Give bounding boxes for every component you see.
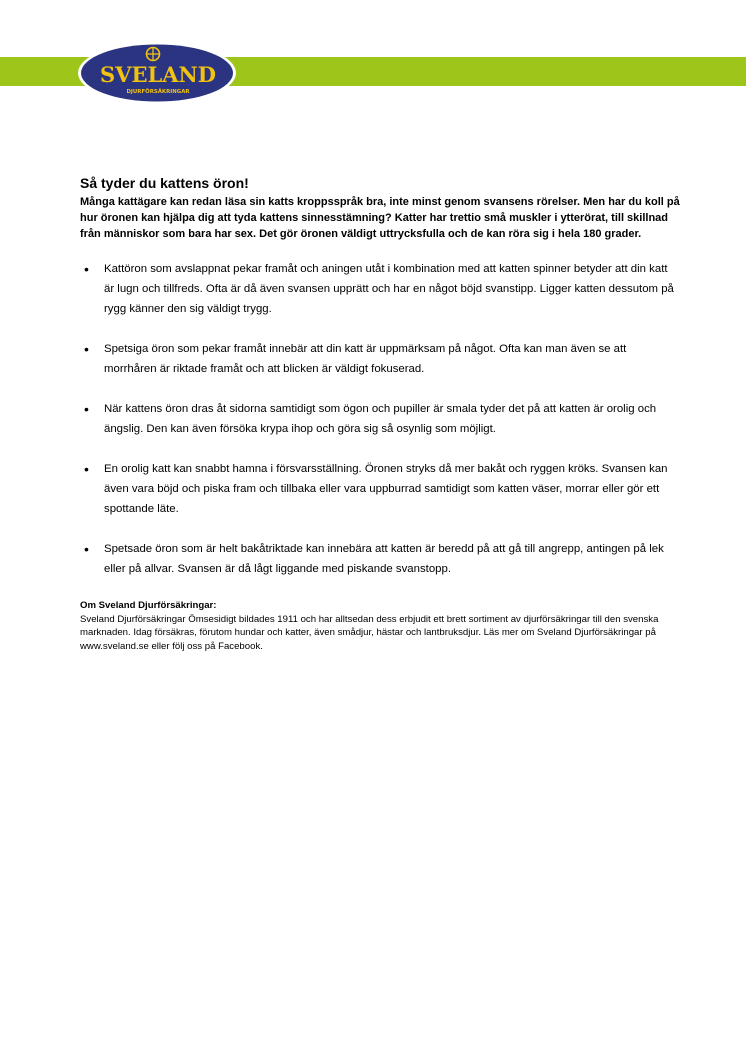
ear-signals-list [80,259,680,579]
sveland-logo [76,40,238,106]
list-item: • Kattöron som avslappnat pekar framåt och aningen utåt i kombination med att katten spinner betyder att din katt är lugn och tillfreds. Ofta är då även svansen upprätt och har en något böjd svanstipp. Ligger katten dessutom på rygg känner den sig väldigt trygg. [80,259,680,319]
list-item: • En orolig katt kan snabbt hamna i försvarsställning. Öronen stryks då mer bakåt och ryggen kröks. Svansen kan även vara böjd och piska fram och tillbaka eller vara uppburrad samtidigt som katten väser, morrar eller gör ett spottande läte. [80,459,680,519]
article-intro: Många kattägare kan redan läsa sin katts kroppsspråk bra, inte minst genom svansens rörelser. Men har du koll på hur öronen kan hjälpa dig att tyda kattens sinnesstämning? Katter har trettio små muskler i ytterörat, till skillnad från människor som bara har sex. Det gör öronen väldigt uttrycksfulla och de kan röra sig i hela 180 grader. [80,196,680,240]
document-body [80,175,680,653]
list-item: • Spetsiga öron som pekar framåt innebär att din katt är uppmärksam på något. Ofta kan man även se att morrhåren är riktade framåt och att blicken är väldigt fokuserad. [80,339,680,379]
about-heading: Om Sveland Djurförsäkringar: [80,600,217,611]
list-item: • När kattens öron dras åt sidorna samtidigt som ögon och pupiller är smala tyder det på att katten är orolig och ängslig. Den kan även försöka krypa ihop och göra sig så osynlig som möjligt. [80,399,680,439]
crest-icon [147,48,160,61]
about-section [80,599,680,653]
logo-subtitle: DJURFÖRSÄKRINGAR [126,89,190,95]
about-text: Sveland Djurförsäkringar Ömsesidigt bildades 1911 och har alltsedan dess erbjudit ett brett sortiment av djurförsäkringar till den svenska marknaden. Idag försäkras, förutom hundar och katter, även smådjur, hästar och lantbruksdjur. Läs mer om Sveland Djurförsäkringar på www.sveland.se eller följ oss på Facebook. [80,613,659,652]
logo-wordmark: SVELAND [100,62,216,87]
article-title: Så tyder du kattens öron! [80,175,249,191]
list-item: • Spetsade öron som är helt bakåtriktade kan innebära att katten är beredd på att gå till angrepp, antingen på lek eller på allvar. Svansen är då lågt liggande med piskande svanstopp. [80,539,680,579]
